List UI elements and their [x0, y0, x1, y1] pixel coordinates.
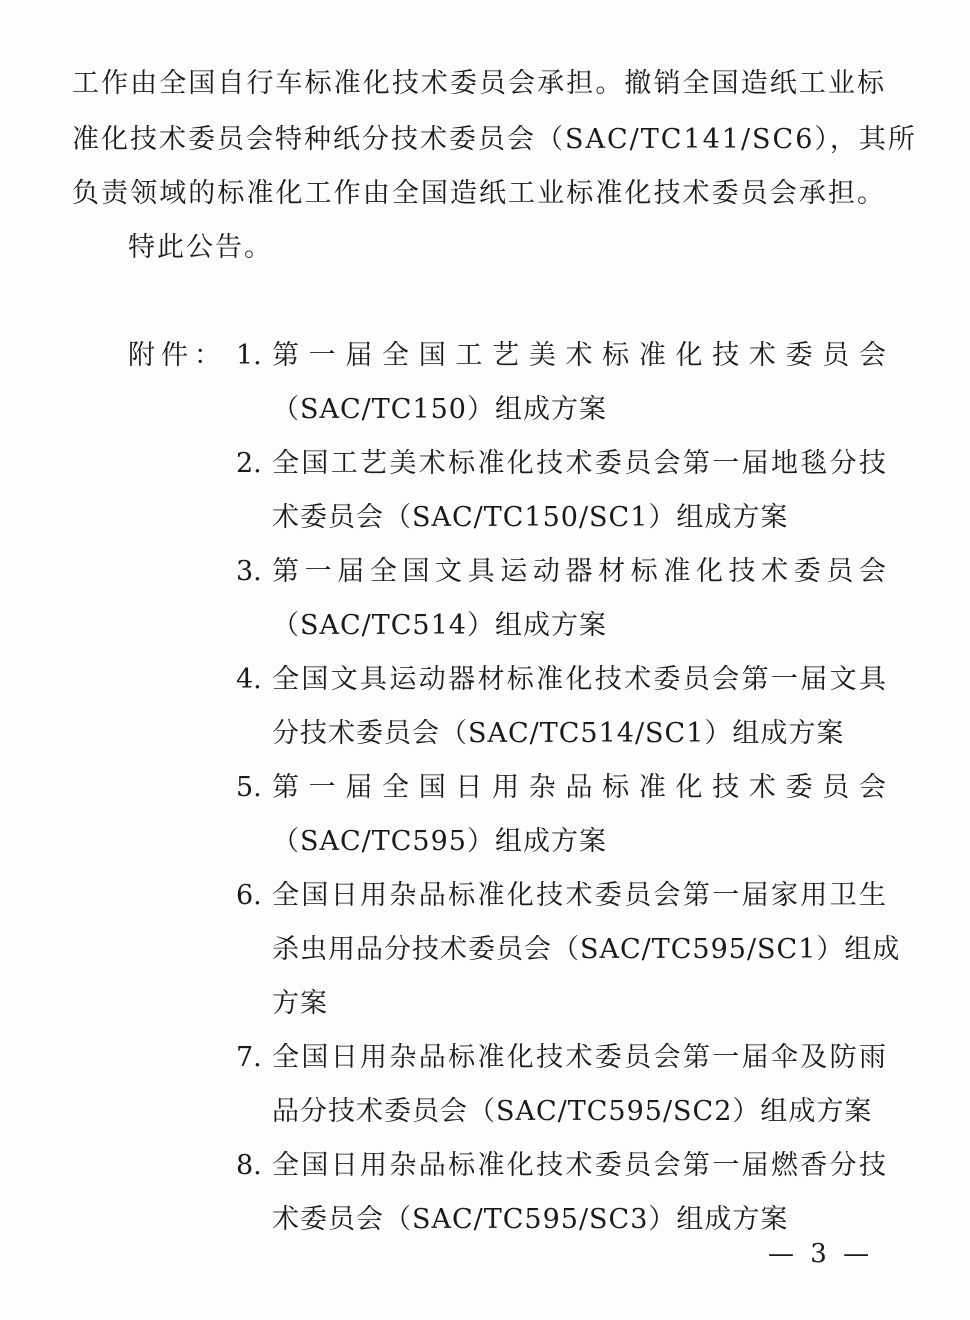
attachment-number: 2. [236, 448, 262, 479]
attachment-title-cont: 方案 [272, 988, 328, 1019]
attachment-number: 6. [236, 880, 262, 911]
attachment-title: 全国工艺美术标准化技术委员会第一届地毯分技 [272, 448, 886, 479]
paragraph-line-1: 工作由全国自行车标准化技术委员会承担。撤销全国造纸工业标 [72, 68, 886, 99]
attachment-number: 5. [236, 772, 262, 803]
attachment-title-cont: 品分技术委员会（SAC/TC595/SC2）组成方案 [272, 1096, 873, 1127]
attachment-number: 7. [236, 1042, 262, 1073]
attachment-number: 4. [236, 664, 262, 695]
attachment-title-cont: （SAC/TC595）组成方案 [272, 826, 607, 857]
attachment-title: 全国日用杂品标准化技术委员会第一届燃香分技 [272, 1150, 886, 1181]
attachment-number: 1. [236, 340, 262, 371]
attachment-title-cont: （SAC/TC514）组成方案 [272, 610, 607, 641]
attachment-title: 全国文具运动器材标准化技术委员会第一届文具 [272, 664, 886, 695]
attachment-title-cont: （SAC/TC150）组成方案 [272, 394, 607, 425]
attachment-title-cont: 术委员会（SAC/TC595/SC3）组成方案 [272, 1204, 789, 1235]
attachment-title: 全国日用杂品标准化技术委员会第一届家用卫生 [272, 880, 886, 911]
attachment-number: 3. [236, 556, 262, 587]
attachment-title-cont: 分技术委员会（SAC/TC514/SC1）组成方案 [272, 718, 845, 749]
attachment-number: 8. [236, 1150, 262, 1181]
page-number: — 3 — [768, 1239, 874, 1269]
attachment-title: 第一届全国文具运动器材标准化技术委员会 [272, 556, 886, 587]
attachment-title: 第一届全国日用杂品标准化技术委员会 [272, 772, 886, 803]
attachments-label: 附件： [128, 340, 227, 371]
paragraph-line-2: 准化技术委员会特种纸分技术委员会（SAC/TC141/SC6），其所 [72, 124, 917, 155]
notice-text: 特此公告。 [128, 232, 273, 263]
paragraph-line-3: 负责领域的标准化工作由全国造纸工业标准化技术委员会承担。 [72, 178, 886, 209]
attachment-title-cont: 术委员会（SAC/TC150/SC1）组成方案 [272, 502, 789, 533]
attachment-title: 全国日用杂品标准化技术委员会第一届伞及防雨 [272, 1042, 886, 1073]
attachment-title-cont: 杀虫用品分技术委员会（SAC/TC595/SC1）组成 [272, 934, 901, 965]
attachment-title: 第一届全国工艺美术标准化技术委员会 [272, 340, 886, 371]
